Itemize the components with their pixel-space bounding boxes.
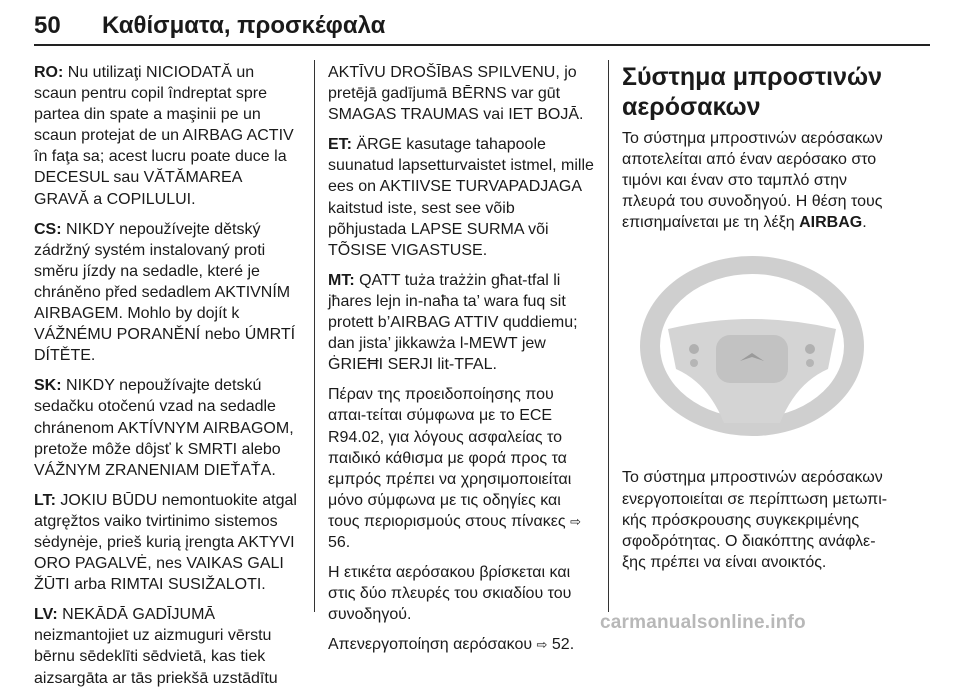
- page-header: [34, 2, 930, 46]
- warning-text: JOKIU BŪDU nemontuokite atgal atgręžtos vaiko tvirtinimo sistemos sėdynėje, prieš kurią įrengta AKTYVI ORO PAGALVĖ, nes VAIKAS GALI ŽŪTI arba RIMTAI SUSIŽALOTI.: [34, 491, 297, 594]
- language-code: LT:: [34, 491, 56, 509]
- airbag-word: AIRBAG: [799, 214, 863, 232]
- page-ref-arrow-icon: ⇨: [570, 513, 581, 529]
- column-divider: [314, 60, 315, 612]
- page-title: Καθίσματα, προσκέφαλα: [102, 12, 386, 39]
- warning-text: QATT tuża trażżin għat-tfal li jħares lejn in-naħa ta’ wara fuq sit protett b’AIRBAG ATTIV quddiemu; dan jista’ jikkawża l-MEWT jew ĠRIEĦI SERJI lit-TFAL.: [328, 271, 578, 374]
- airbag-deactivation-ref: [328, 634, 596, 655]
- warning-text: NIKDY nepoužívejte dětský zádržný systém instalovaný proti směru jízdy na sedadle, které je chráněno před sedadlem AKTIVNÍM AIRBAGEM. Mohlo by dojít k VÁŽNÉMU PORANĚNÍ nebo ÚMRTÍ DÍTĚTE.: [34, 220, 296, 365]
- language-code: LV:: [34, 606, 58, 624]
- language-code: RO:: [34, 64, 64, 81]
- steering-wheel-icon: [632, 251, 872, 441]
- warning-lv-continued: AKTĪVU DROŠĪBAS SPILVENU, jo pretējā gadījumā BĒRNS var gūt SMAGAS TRAUMAS vai IET BOJĀ.: [328, 64, 584, 124]
- watermark: carmanualsonline.info: [600, 612, 806, 633]
- warning-lt: [34, 490, 300, 595]
- warning-text: NEKĀDĀ GADĪJUMĀ neizmantojiet uz aizmuguri vērstu bērnu sēdeklīti sēdvietā, kas tiek aizsargāta ar tās priekšā uzstādītu: [34, 606, 278, 687]
- warning-text: ÄRGE kasutage tahapoole suunatud lapsetturvaistet istmel, mille ees on AKTIIVSE TURVAPADJAGA kaitstud iste, sest see võib põhjustada LAPSE SURMA või TÕSISE VIGASTUSE.: [328, 136, 594, 259]
- right-column: [622, 62, 896, 582]
- language-code: CS:: [34, 220, 62, 238]
- column-divider: [608, 60, 609, 612]
- activation-paragraph: Το σύστημα μπροστινών αερόσακων ενεργοποιείται σε περίπτωση μετωπι‐κής πρόσκρουσης συγκεκριμένης σφοδρότητας. Ο διακόπτης ανάφλε‐ξης πρέπει να είναι ανοικτός.: [622, 469, 888, 571]
- language-code: MT:: [328, 271, 355, 289]
- intro-paragraph: [622, 128, 896, 233]
- page-ref-arrow-icon: ⇨: [536, 637, 548, 653]
- intro-end: .: [862, 214, 867, 232]
- warning-cs: [34, 219, 300, 367]
- ece-note-text: Πέραν της προειδοποίησης που απαι‐τείται σύμφωνα με το ECE R94.02, για λόγους ασφαλείας το παιδικό κάθισμα με φορά προς τα εμπρός πρέπει να χρησιμοποιείται μόνο σύμφωνα με τις οδηγίες και τους περιορισμούς στους πίνακες: [328, 386, 572, 530]
- page-ref-link[interactable]: 52.: [551, 636, 575, 654]
- airbag-label-note: Η ετικέτα αερόσακου βρίσκεται και στις δύο πλευρές του σκιαδίου του συνοδηγού.: [328, 564, 572, 624]
- deactivation-text: Απενεργοποίηση αερόσακου: [328, 636, 533, 654]
- warning-lv: [34, 604, 300, 688]
- page-ref-link[interactable]: 56.: [328, 533, 351, 551]
- warning-et: [328, 134, 596, 261]
- page-number: 50: [34, 12, 61, 39]
- warning-ro: [34, 62, 300, 210]
- warning-sk: [34, 375, 300, 480]
- language-code: SK:: [34, 377, 62, 395]
- warning-text: Nu utilizaţi NICIODATĂ un scaun pentru copil îndreptat spre partea din spate a maşinii pe un scaun protejat de un AIRBAG ACTIV în faţa sa; acest lucru poate duce la DECESUL sau VĂTĂMAREA GRAVĂ a COPILULUI.: [34, 64, 294, 208]
- warning-mt: [328, 270, 596, 375]
- language-code: ET:: [328, 136, 352, 154]
- left-column: [34, 62, 300, 698]
- intro-text: Το σύστημα μπροστινών αερόσακων αποτελείται από έναν αερόσακο στο τιμόνι και έναν στο ταμπλό στην πλευρά του συνοδηγού. Η θέση τους επισημαίνεται με τη λέξη: [622, 130, 883, 232]
- middle-column: [328, 62, 596, 664]
- ece-note: [328, 384, 596, 553]
- warning-text: NIKDY nepoužívajte detskú sedačku otočenú vzad na sedadle chránenom AKTÍVNYM AIRBAGOM, pretože môže dôjsť k SMRTI alebo VÁŽNYM ZRANENIAM DIEŤAŤA.: [34, 377, 294, 479]
- section-title: Σύστημα μπροστινών αερόσακων: [622, 63, 882, 121]
